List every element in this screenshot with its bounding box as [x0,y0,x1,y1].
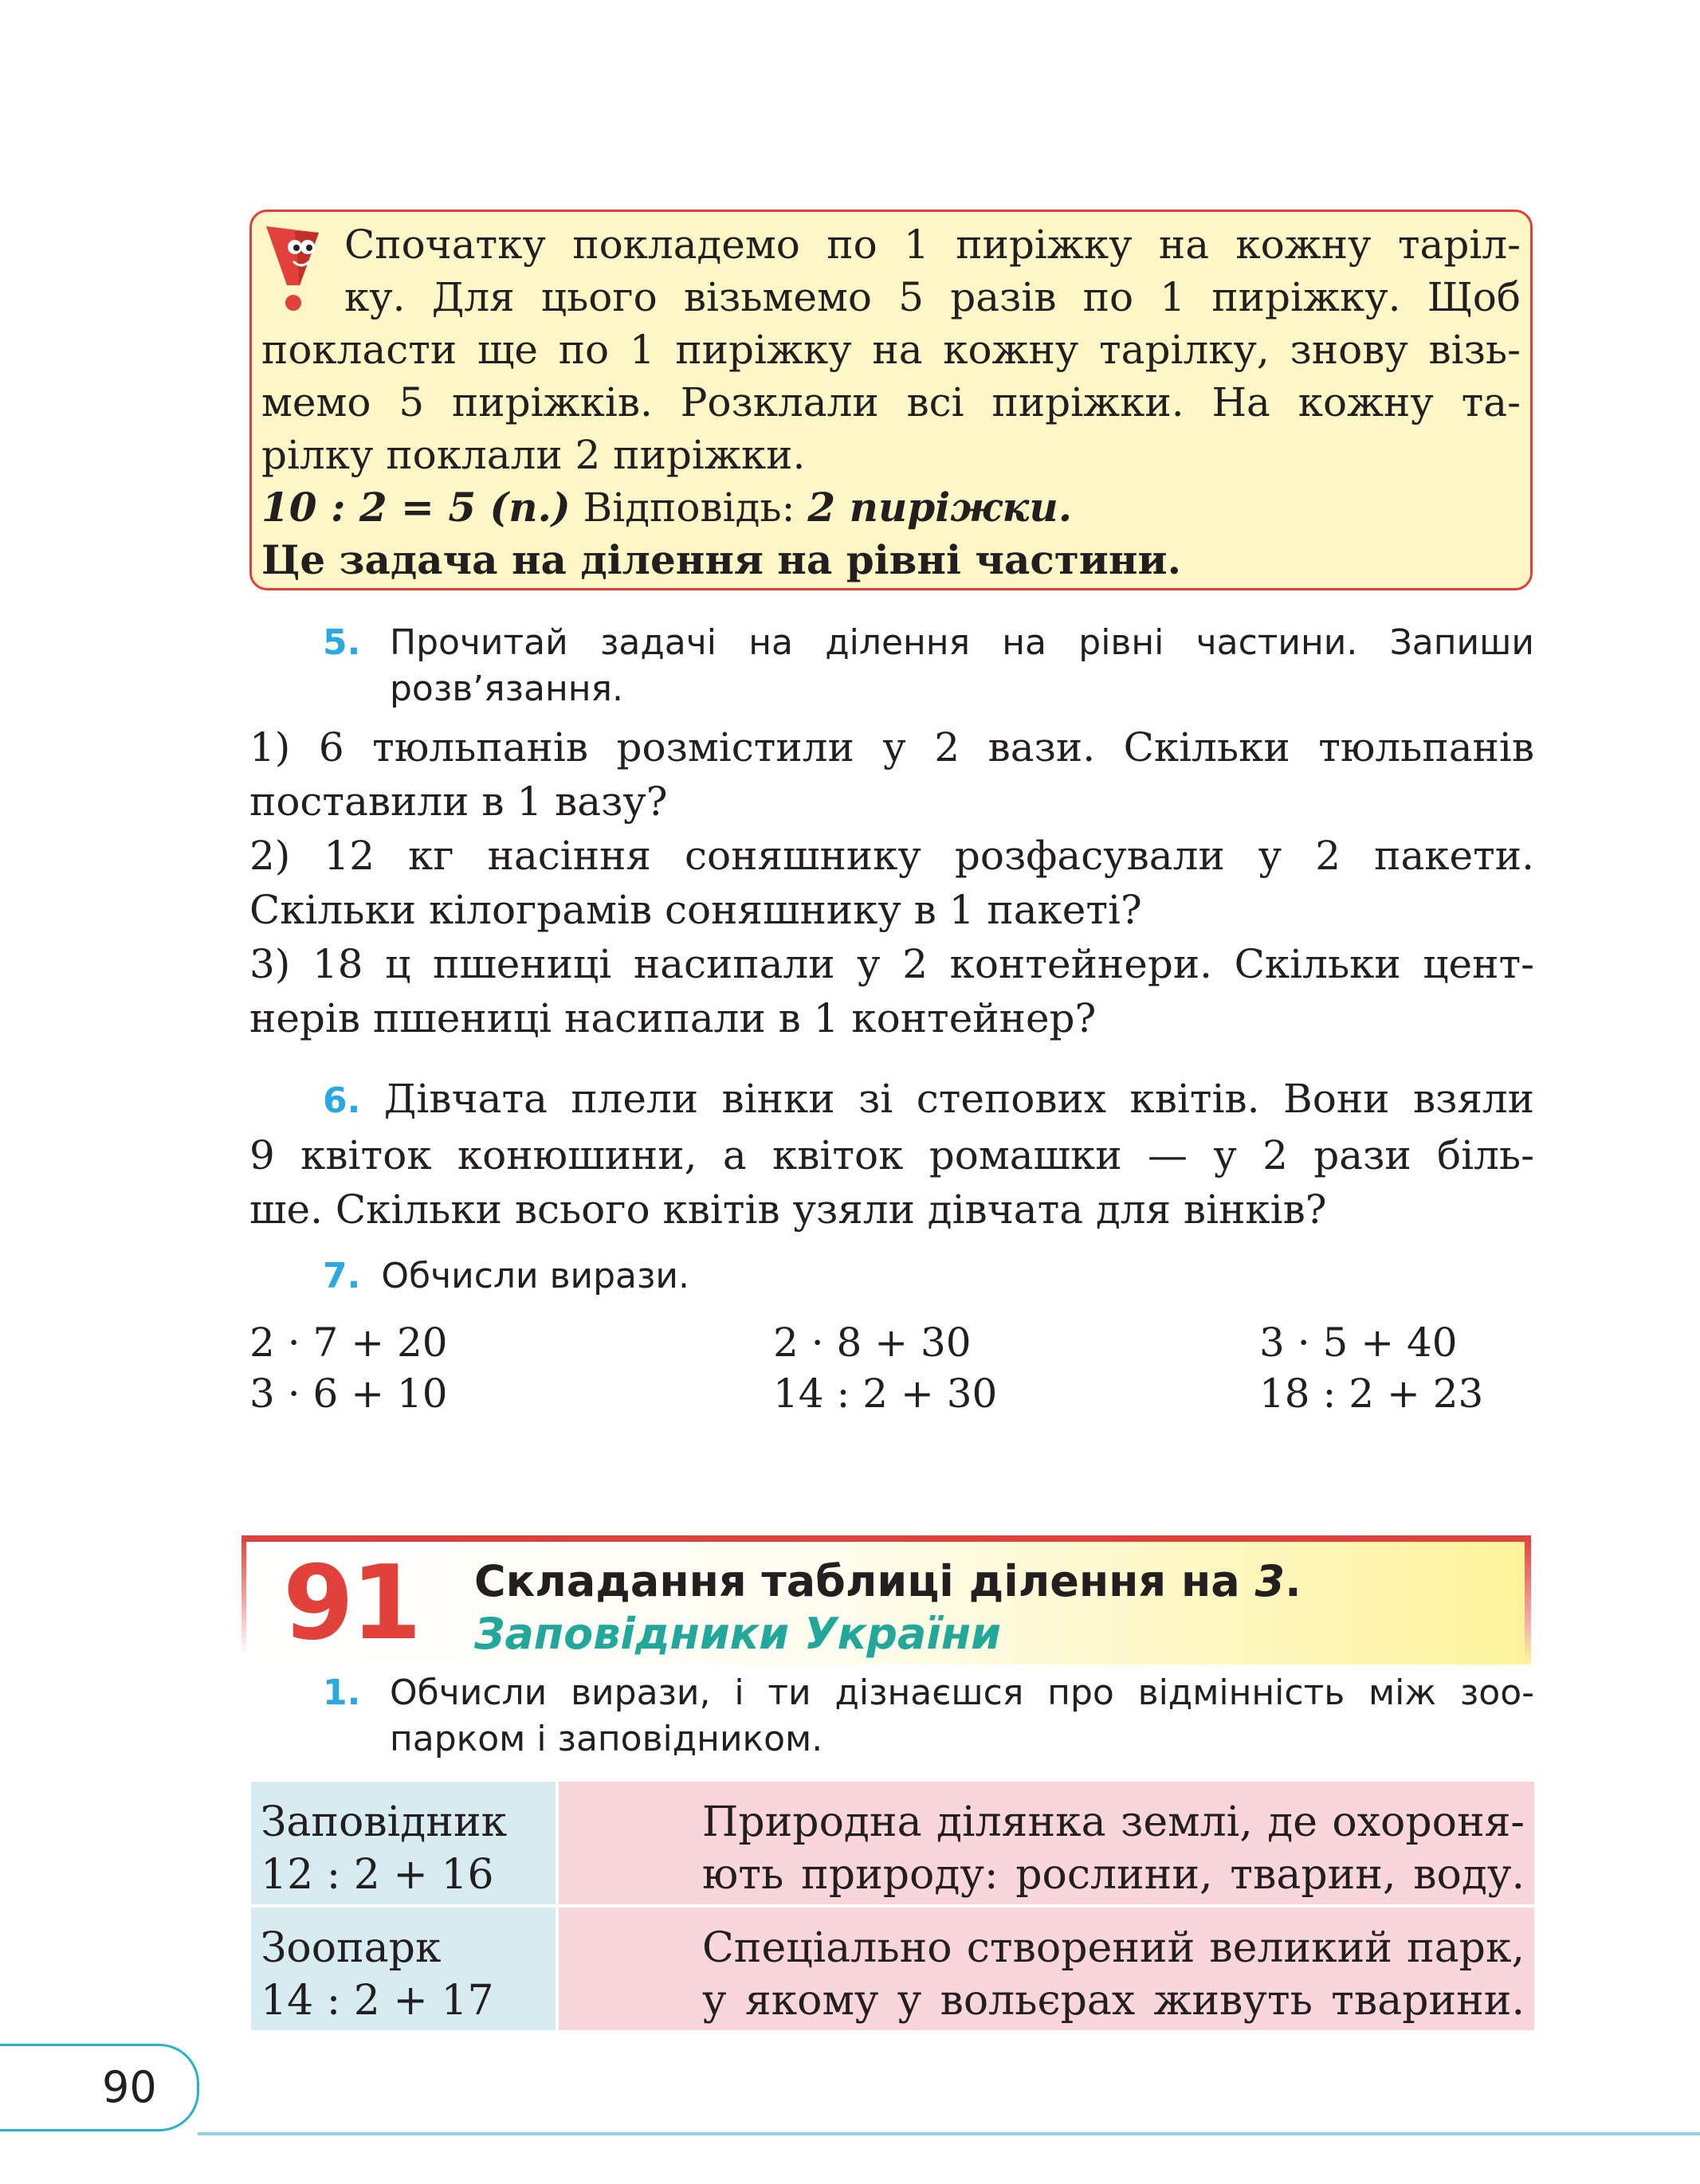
task-number: 7. [323,1256,361,1296]
definition-line: Спеціально створений великий парк, [702,1924,1525,1972]
definitions-table [251,1782,1534,2030]
expression: 18 : 2 + 23 [1259,1370,1484,1417]
rule-box [249,210,1533,590]
rule-solution [261,481,1521,534]
task6-line3: ше. Скільки всього квітів узяли дівчата для вінків? [249,1186,1327,1233]
task6-line1 [249,1072,1534,1128]
answer-value: 2 пиріжки. [807,484,1073,531]
problem-1-line2: поставили в 1 вазу? [249,778,668,825]
rule-line: ку. Для цього візьмемо 5 разів по 1 пиріжку. Щоб [344,274,1521,320]
definition-line: у якому у вольєрах живуть тварини. [702,1977,1525,2025]
lesson-title-text: Складання таблиці ділення на [474,1556,1255,1606]
task5-instr-line2: розв’язання. [390,669,623,709]
rule-conclusion: Це задача на ділення на рівні частини. [261,536,1181,583]
task-number: 6. [323,1080,361,1121]
task5-instr-line1: Прочитай задачі на ділення на рівні частини. Запиши [390,622,1534,663]
rule-line: мемо 5 пиріжків. Розклали всі пиріжки. На кожну та- [261,379,1521,425]
rule-equation: 10 : 2 = 5 (п.) [261,484,571,531]
lesson-number: 91 [283,1544,419,1663]
expression: 2 · 8 + 30 [773,1319,972,1366]
task5-instruction [323,620,1534,712]
lesson-title-num: 3 [1254,1556,1286,1606]
problem-3-line1: 3) 18 ц пшениці насипали у 2 контейнери. Скільки цент- [249,941,1534,987]
problem-3-line2: нерів пшениці насипали в 1 контейнер? [249,995,1097,1041]
lesson-subtitle: Заповідники України [474,1609,1001,1659]
problem-2-line1: 2) 12 кг насіння соняшнику розфасували у 2 пакети. [249,833,1534,879]
lesson-header [241,1535,1531,1664]
rule-line: покласти ще по 1 пиріжку на кожну тарілку, знову візь- [261,327,1521,373]
answer-label: Відповідь: [583,484,795,531]
task1-instruction [323,1670,1534,1762]
definition-line: ють природу: рослини, тварин, воду. [702,1851,1525,1899]
task-number: 1. [323,1672,361,1713]
term-cell [251,1782,556,1904]
expression: 3 · 5 + 40 [1259,1319,1458,1366]
expression: 2 · 7 + 20 [249,1319,448,1366]
term: Зоопарк [261,1924,442,1972]
problem-1-line1: 1) 6 тюльпанів розмістили у 2 вази. Скільки тюльпанів [249,724,1534,770]
footer-line [198,2132,1700,2135]
task7-instr: Обчисли вирази. [381,1256,689,1296]
task-number: 5. [323,622,361,663]
rule-line: Спочатку покладемо по 1 пиріжку на кожну тарiл- [344,222,1521,268]
definition-cell [559,1782,1534,1904]
page-number: 90 [102,2062,157,2112]
task6-line2: 9 квіток конюшини, а квіток ромашки — у 2 рази біль- [249,1132,1534,1178]
lesson-title-dot: . [1285,1556,1302,1606]
task6 [249,1072,1534,1237]
task7-instruction [323,1253,689,1300]
term-expression: 12 : 2 + 16 [261,1851,494,1899]
lesson-title [474,1556,1302,1607]
term: Заповідник [261,1798,508,1846]
task6-text: Дівчата плели вінки зі степових квітів. Вони взяли [383,1076,1534,1122]
task1-line2: парком і заповідником. [390,1719,823,1759]
term-cell [251,1908,556,2030]
task1-line1: Обчисли вирази, і ти дізнаєшся про відмінність між зоо- [390,1672,1534,1713]
expression: 14 : 2 + 30 [773,1370,998,1417]
task5-problems [249,720,1534,1045]
term-expression: 14 : 2 + 17 [261,1977,494,2025]
page-number-tab [0,2044,199,2131]
definition-line: Природна ділянка землі, де охороня- [702,1798,1525,1846]
rule-line: рілку поклали 2 пиріжки. [261,432,806,478]
definition-cell [559,1908,1534,2030]
expression: 3 · 6 + 10 [249,1370,448,1417]
problem-2-line2: Скільки кілограмів соняшнику в 1 пакеті? [249,887,1142,933]
